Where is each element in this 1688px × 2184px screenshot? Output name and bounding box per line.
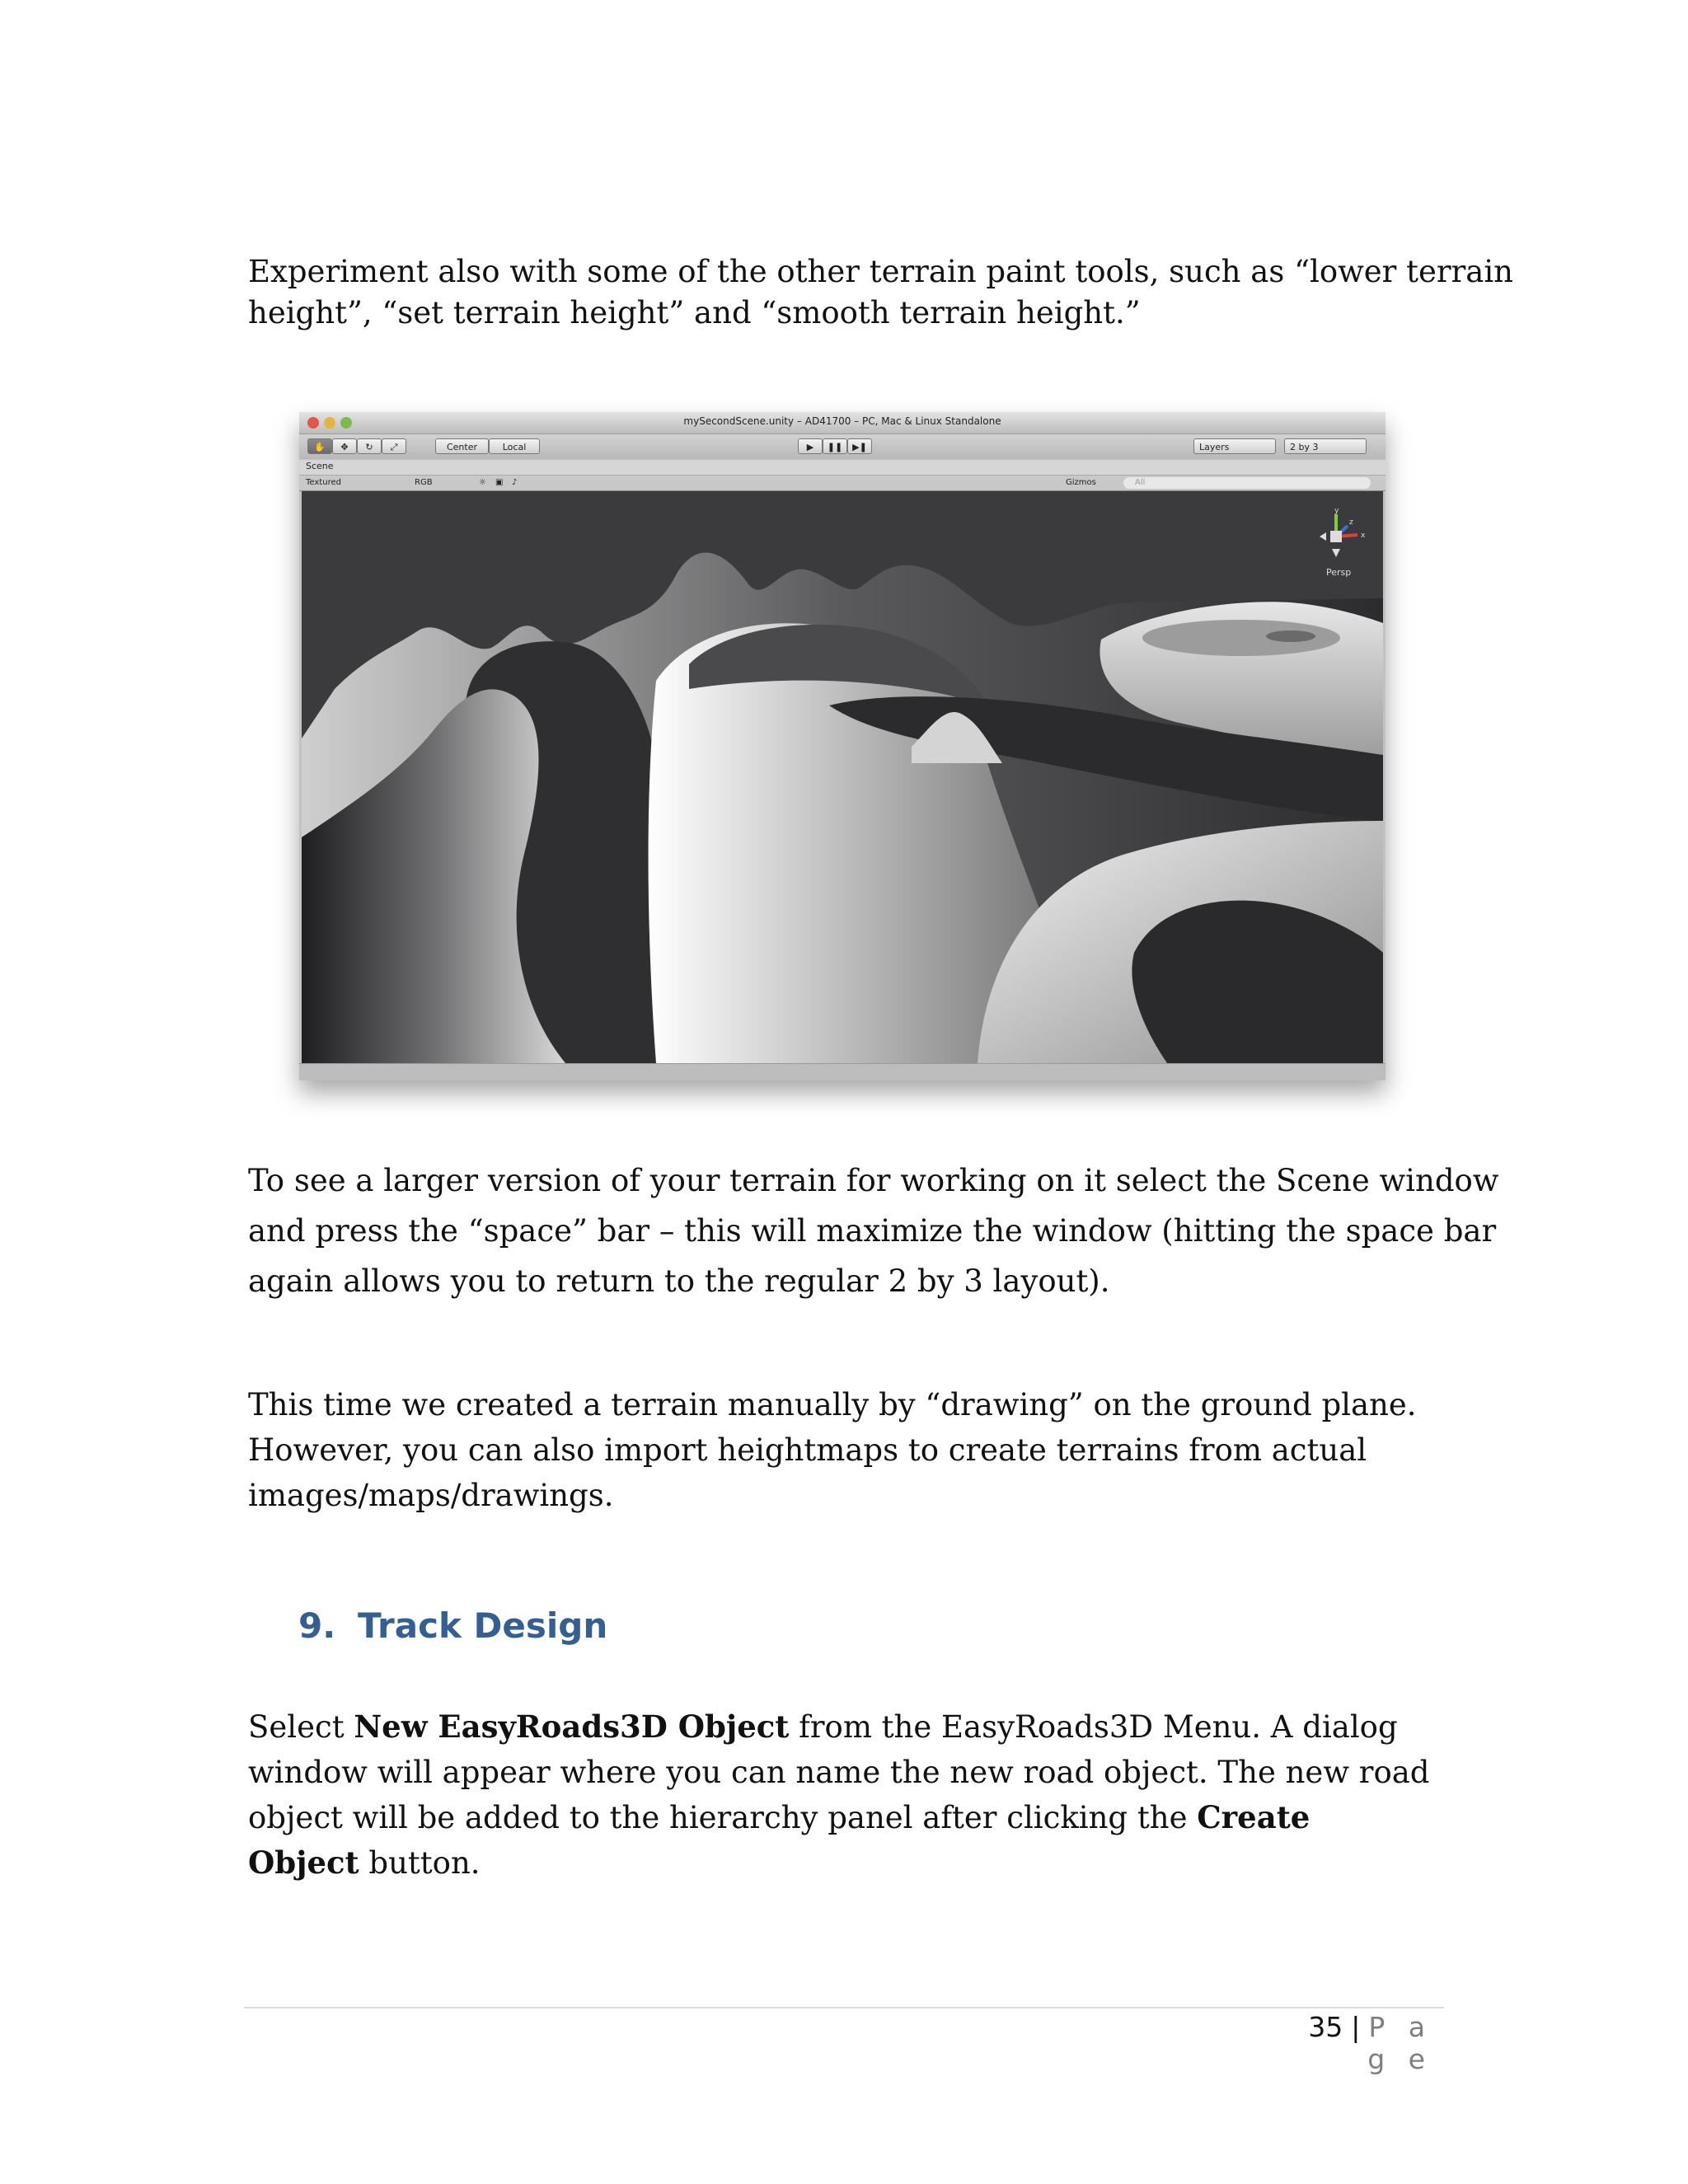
- scale-tool-icon: ⤢: [382, 438, 406, 454]
- bold-text: Create: [1197, 1799, 1311, 1835]
- text-line: height”, “set terrain height” and “smooth terrain height.”: [248, 295, 1141, 330]
- paragraph-heightmaps: [248, 1382, 1443, 1518]
- text-line: [248, 1795, 1443, 1840]
- text-line: Experiment also with some of the other terrain paint tools, such as “lower terrain: [248, 254, 1513, 289]
- page-word: P a g e: [1367, 2011, 1432, 2075]
- scene-tab: Scene: [306, 461, 334, 471]
- image-icon: ▣: [495, 478, 504, 487]
- text-run: object will be added to the hierarchy panel after clicking the: [248, 1800, 1198, 1835]
- footer-separator: |: [1351, 2011, 1361, 2043]
- gizmos-dropdown: Gizmos: [1066, 478, 1096, 487]
- text-run: Select: [248, 1709, 354, 1745]
- axis-x-label: x: [1361, 532, 1366, 540]
- page-number: 35: [1308, 2011, 1343, 2043]
- pause-icon: ❚❚: [823, 438, 847, 454]
- status-bar: [299, 1063, 1386, 1080]
- draw-mode-select: Textured: [306, 478, 341, 487]
- text-line: again allows you to return to the regular 2 by 3 layout).: [248, 1263, 1110, 1299]
- section-title: Track Design: [358, 1605, 608, 1646]
- text-line: [248, 1704, 1443, 1750]
- window-titlebar: [299, 412, 1386, 434]
- scene-tab-bar: [299, 460, 1386, 476]
- paragraph-maximize-window: [248, 1155, 1499, 1306]
- pivot-local-button: Local: [489, 438, 540, 454]
- section-number: 9.: [298, 1605, 336, 1646]
- text-line: window will appear where you can name the new road object. The new road: [248, 1755, 1430, 1790]
- layout-dropdown: 2 by 3: [1284, 438, 1367, 454]
- audio-icon: ♪: [512, 478, 518, 487]
- footer-divider: [244, 2007, 1444, 2008]
- scene-controls-bar: [299, 476, 1386, 491]
- lighting-icon: ☼: [479, 478, 486, 487]
- window-title: mySecondScene.unity – AD41700 – PC, Mac & Linux Standalone: [683, 415, 1001, 427]
- unity-editor-screenshot: [299, 412, 1386, 1080]
- section-heading: [298, 1605, 607, 1646]
- scene-viewport: [302, 491, 1383, 1063]
- text-line: However, you can also import heightmaps to create terrains from actual: [248, 1432, 1367, 1468]
- search-field: All: [1123, 477, 1371, 489]
- paragraph-easyroads-object: [248, 1704, 1443, 1886]
- axis-z-label: z: [1349, 518, 1353, 527]
- bold-text: Object: [248, 1844, 359, 1881]
- text-line: This time we created a terrain manually by “drawing” on the ground plane.: [248, 1387, 1417, 1422]
- paragraph-terrain-tools: [248, 251, 1513, 334]
- axis-y-label: y: [1334, 508, 1339, 515]
- text-run: button.: [359, 1845, 481, 1881]
- play-icon: ▶: [798, 438, 823, 454]
- hand-tool-icon: ✋: [307, 438, 332, 454]
- page-footer: [1284, 2011, 1432, 2075]
- orientation-gizmo-icon: [1303, 508, 1369, 565]
- move-tool-icon: ✥: [332, 438, 357, 454]
- text-line: images/maps/drawings.: [248, 1478, 614, 1513]
- text-line: and press the “space” bar – this will maximize the window (hitting the space bar: [248, 1213, 1497, 1249]
- bold-text: New EasyRoads3D Object: [354, 1708, 790, 1745]
- rotate-tool-icon: ↻: [357, 438, 382, 454]
- pivot-center-button: Center: [435, 438, 489, 454]
- terrain-render: [302, 491, 1383, 1063]
- text-line: [248, 1840, 1443, 1886]
- step-icon: ▶❚: [847, 438, 872, 454]
- text-line: To see a larger version of your terrain for working on it select the Scene window: [248, 1163, 1499, 1198]
- text-run: from the EasyRoads3D Menu. A dialog: [789, 1709, 1398, 1745]
- render-mode-select: RGB: [415, 478, 433, 487]
- persp-label: Persp: [1326, 567, 1352, 578]
- layers-dropdown: Layers: [1193, 438, 1276, 454]
- editor-toolbar: [299, 434, 1386, 459]
